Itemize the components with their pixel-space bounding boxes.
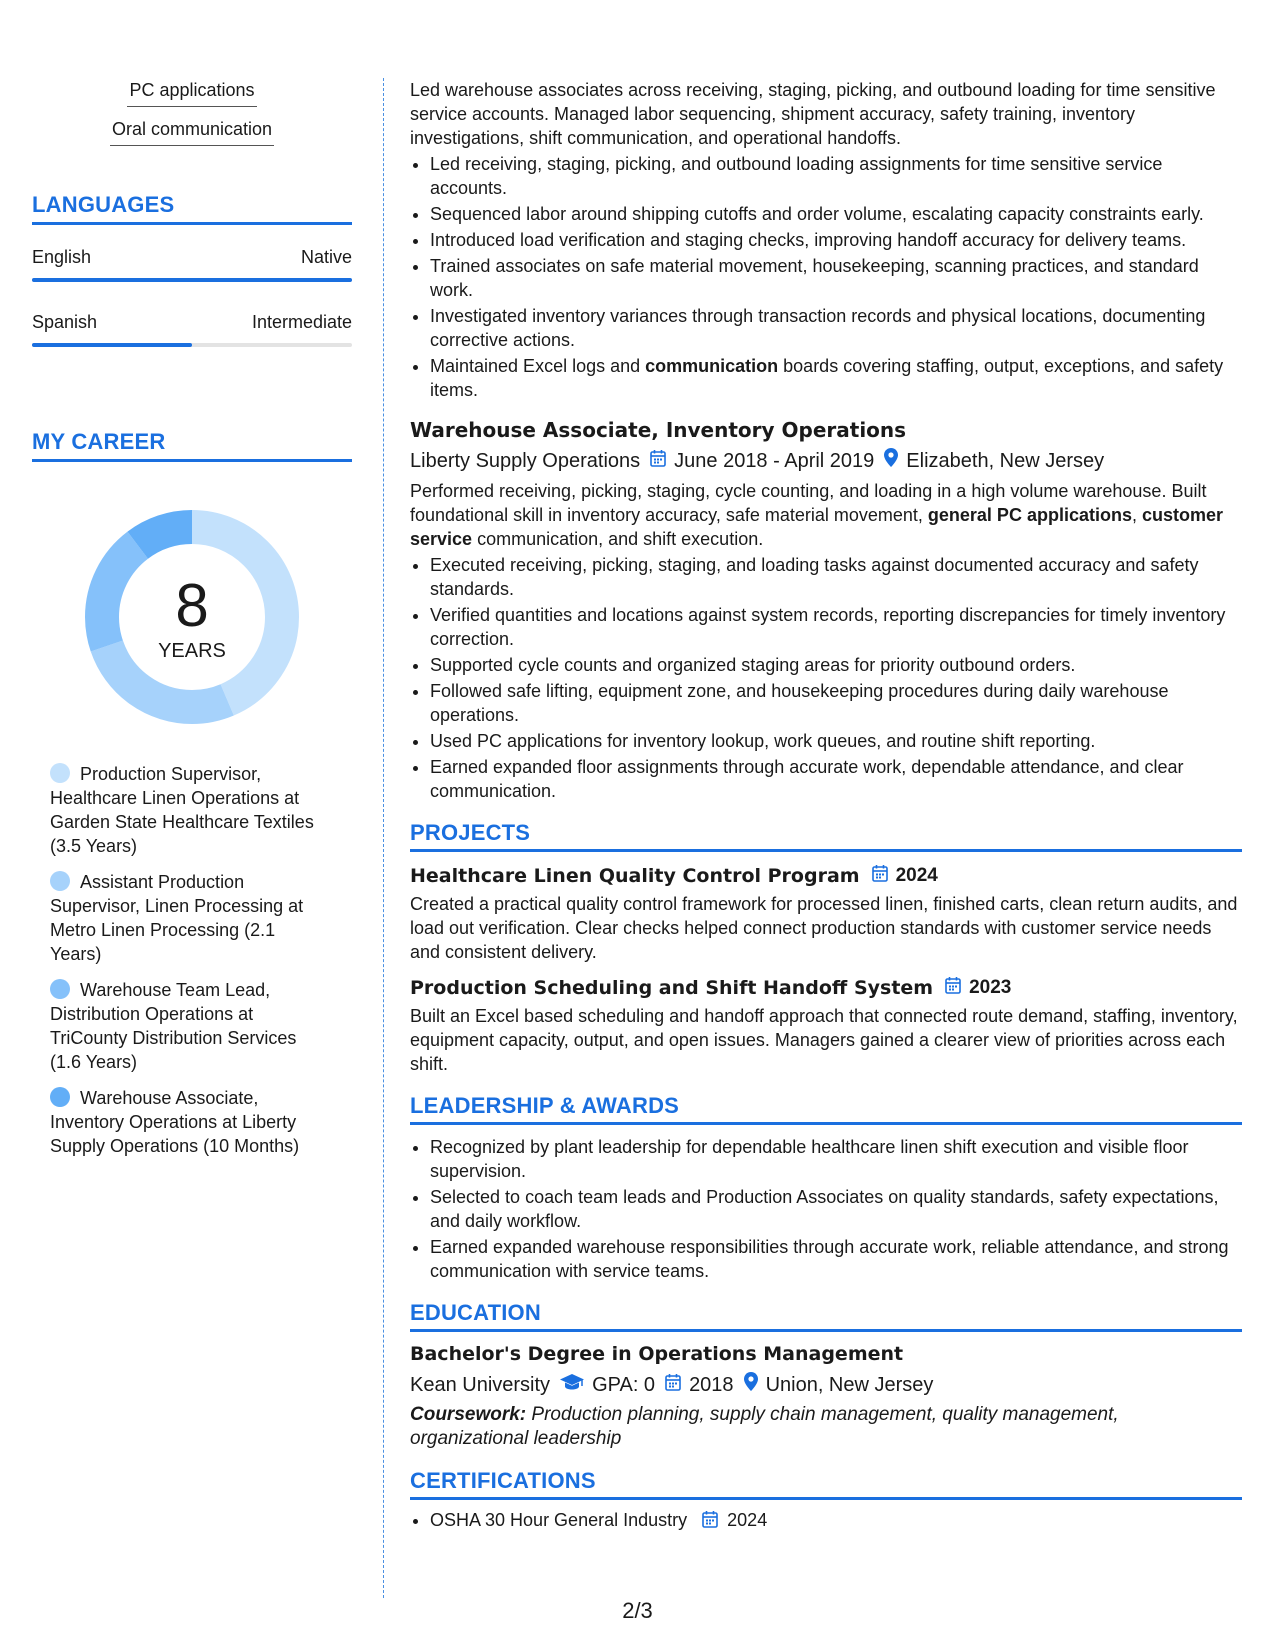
bullet: • Earned expanded warehouse responsibilities through accurate work, reliable attendance, and strong communication with service teams. [430,1235,1242,1283]
job-title: Warehouse Associate, Inventory Operations [410,418,907,442]
column-divider [383,78,384,1598]
languages-heading: LANGUAGES [32,192,352,225]
career-dot [50,1087,70,1107]
language-bar-fill [32,343,192,347]
left-column [32,80,352,1170]
certification-item: • OSHA 30 Hour General Industry 2024 [430,1508,1242,1534]
leadership-section [410,1094,1242,1283]
bullet: • Trained associates on safe material movement, housekeeping, scanning practices, and standard work. [430,254,1242,302]
career-item [50,762,330,858]
calendar-icon [702,1510,718,1534]
projects-section [410,821,1242,1076]
bullet: • Used PC applications for inventory lookup, work queues, and routine shift reporting. [430,729,1242,753]
school-name: Kean University [410,1373,551,1396]
bullet: • Led receiving, staging, picking, and outbound loading assignments for time sensitive service accounts. [430,152,1242,200]
career-dot [50,871,70,891]
career-donut [77,502,307,732]
education-heading: EDUCATION [410,1301,1242,1332]
career-dot [50,763,70,783]
skill-tag: PC applications [127,80,256,107]
job-summary: Led warehouse associates across receiving, staging, picking, and outbound loading for time sensitive service accounts. Managed labor sequencing, shipment accuracy, safety training, inventory investigations, shift communication, and operational handoffs. [410,80,1216,148]
project-title: Healthcare Linen Quality Control Program 2024 [410,865,938,887]
projects-heading: PROJECTS [410,821,1242,852]
bullet: • Supported cycle counts and organized staging areas for priority outbound orders. [430,653,1242,677]
language-level: Native [300,247,352,267]
career-item-text: Assistant Production Supervisor, Linen Processing at Metro Linen Processing (2.1 Years) [50,872,304,964]
job-location: Elizabeth, New Jersey [906,449,1105,472]
job-bullets [410,553,1242,803]
language-bar-fill [32,278,352,282]
career-years-unit: YEARS [158,639,226,662]
education-section [410,1301,1242,1451]
languages-section [32,192,352,347]
project-year: 2023 [969,977,1012,998]
bullet: • Introduced load verification and staging checks, improving handoff accuracy for delivery teams. [430,228,1242,252]
career-item-text: Warehouse Associate, Inventory Operations at Liberty Supply Operations (10 Months) [50,1088,300,1156]
page-number: 2/3 [622,1598,653,1623]
certification-year: 2024 [727,1510,768,1530]
skill-tag: Oral communication [110,119,274,146]
graduation-cap-icon [560,1373,584,1397]
degree-title: Bachelor's Degree in Operations Management [410,1343,904,1365]
project-description: Created a practical quality control framework for processed linen, finished carts, clean return audits, and load out verification. Clear checks helped connect production standards with customer service needs and consistent delivery. [410,894,1238,962]
career-item-text: Warehouse Team Lead, Distribution Operations at TriCounty Distribution Services (1.6 Years) [50,980,297,1072]
leadership-bullets [410,1135,1242,1283]
bullet: • Earned expanded floor assignments through accurate work, dependable attendance, and clear communication. [430,755,1242,803]
education-meta [410,1372,1242,1397]
certifications-heading: CERTIFICATIONS [410,1469,1242,1500]
bullet: • Investigated inventory variances through transaction records and physical locations, documenting corrective actions. [430,304,1242,352]
location-pin-icon [884,448,898,473]
bullet: • Followed safe lifting, equipment zone, and housekeeping procedures during daily warehouse operations. [430,679,1242,727]
job-summary: Performed receiving, picking, staging, cycle counting, and loading in a high volume warehouse. Built foundational skill in inventory accuracy, safe material movement, general PC applications, customer service communication, and shift execution. [410,481,1224,549]
job-meta [410,448,1242,473]
education-location: Union, New Jersey [765,1373,934,1396]
bullet: • Sequenced labor around shipping cutoffs and order volume, escalating capacity constraints early. [430,202,1242,226]
calendar-icon [872,864,888,888]
certification-list [410,1508,1242,1534]
language-name: Spanish [32,312,98,332]
certifications-section [410,1469,1242,1534]
job-dates: June 2018 - April 2019 [674,449,875,472]
calendar-icon [945,976,961,1000]
bullet: • Recognized by plant leadership for dependable healthcare linen shift execution and visible floor supervision. [430,1135,1242,1183]
language-bar [32,278,352,282]
bullet: • Verified quantities and locations against system records, reporting discrepancies for timely inventory correction. [430,603,1242,651]
graduation-year: 2018 [689,1373,734,1396]
career-item [50,1086,330,1158]
location-pin-icon [744,1372,758,1397]
language-level: Intermediate [251,312,352,332]
bullet: • Maintained Excel logs and communication boards covering staffing, output, exceptions, and safety items. [430,354,1242,402]
right-column [410,78,1242,1536]
project-description: Built an Excel based scheduling and handoff approach that connected route demand, staffing, inventory, equipment capacity, output, and open issues. Managers gained a clearer view of priorities across each shift. [410,1006,1238,1074]
career-years-number: 8 [175,571,209,639]
calendar-icon [650,449,666,473]
leadership-heading: LEADERSHIP & AWARDS [410,1094,1242,1125]
career-list [32,762,352,1158]
calendar-icon [665,1373,681,1397]
career-section [32,429,352,1158]
language-item [32,247,352,282]
career-dot [50,979,70,999]
career-item-text: Production Supervisor, Healthcare Linen Operations at Garden State Healthcare Textiles (3.5 Years) [50,764,314,856]
career-item [50,870,330,966]
coursework: Coursework: Production planning, supply chain management, quality management, organizational leadership [410,1404,1119,1449]
language-item [32,312,352,347]
bullet: • Executed receiving, picking, staging, and loading tasks against documented accuracy and safety standards. [430,553,1242,601]
company-name: Liberty Supply Operations [410,449,641,472]
project-title: Production Scheduling and Shift Handoff System 2023 [410,977,1012,999]
job-bullets [410,152,1242,402]
career-heading: MY CAREER [32,429,352,462]
bullet: • Selected to coach team leads and Production Associates on quality standards, safety expectations, and daily workflow. [430,1185,1242,1233]
gpa: GPA: 0 [592,1373,656,1396]
career-item [50,978,330,1074]
language-bar [32,343,352,347]
language-name: English [32,247,92,267]
project-year: 2024 [895,865,938,886]
